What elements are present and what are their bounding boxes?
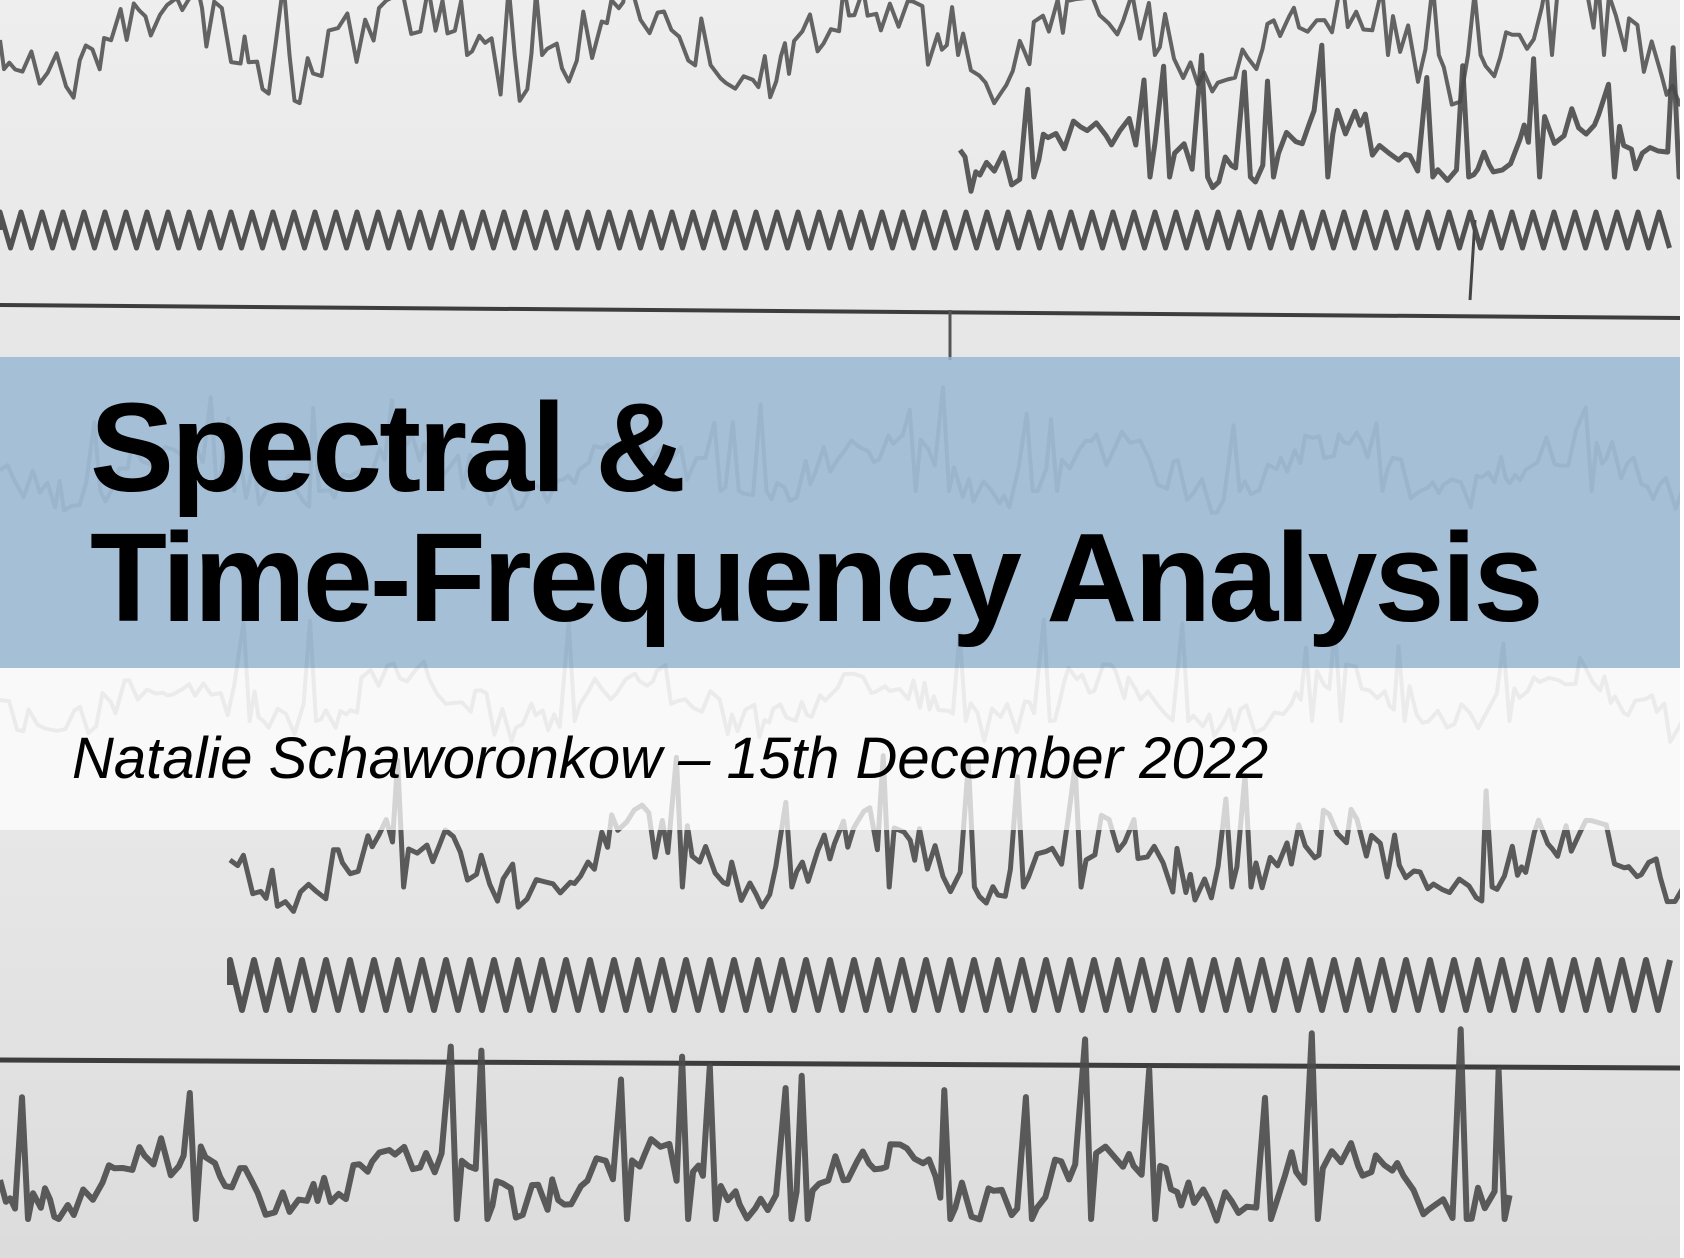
eeg-trace — [0, 1029, 1510, 1220]
paper-rule — [0, 305, 1680, 318]
title-line-2: Time-Frequency Analysis — [90, 507, 1541, 648]
slide-title — [90, 377, 1541, 648]
eeg-trace — [0, 212, 1670, 248]
right-edge — [1680, 0, 1684, 1258]
title-line-1: Spectral & — [90, 377, 684, 518]
paper-rule — [0, 1060, 1680, 1068]
eeg-trace — [960, 45, 1680, 191]
slide-subtitle: Natalie Schaworonkow – 15th December 2022 — [72, 726, 1269, 791]
eeg-trace — [230, 960, 1670, 1010]
